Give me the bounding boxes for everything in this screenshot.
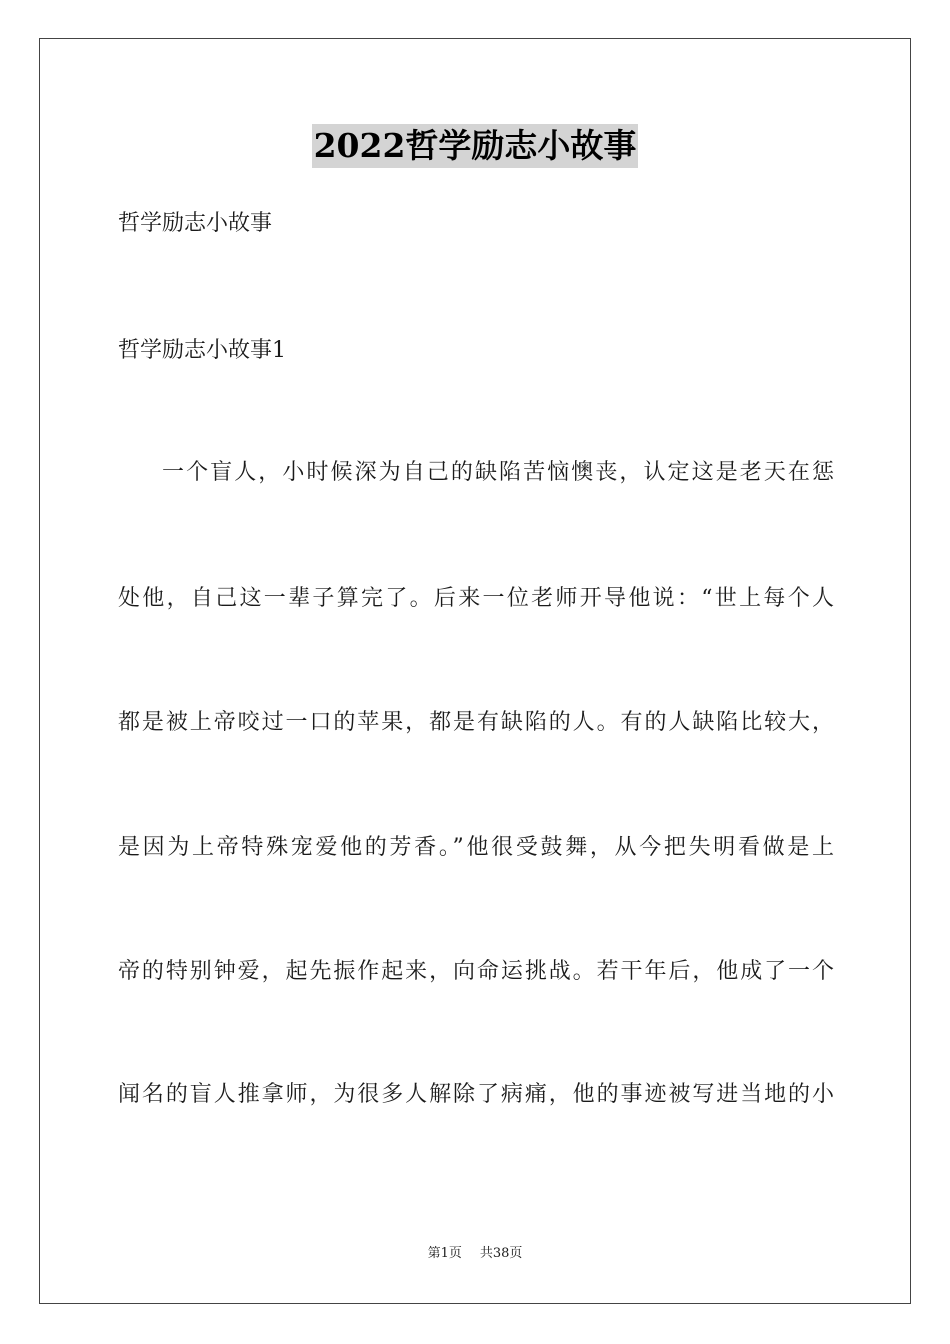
paragraph-line: 闻名的盲人推拿师，为很多人解除了病痛，他的事迹被写进当地的小 [118, 1082, 834, 1107]
paragraph-line: 一个盲人，小时候深为自己的缺陷苦恼懊丧，认定这是老天在惩 [162, 460, 834, 485]
title-container [0, 124, 950, 168]
document-title: 2022哲学励志小故事 [312, 124, 639, 168]
page-number: 第1页 [427, 1246, 462, 1261]
paragraph-line: 是因为上帝特殊宠爱他的芳香。”他很受鼓舞，从今把失明看做是上 [118, 835, 834, 860]
document-subtitle: 哲学励志小故事 [118, 211, 273, 236]
paragraph-line: 处他，自己这一辈子算完了。后来一位老师开导他说：“世上每个人 [118, 586, 834, 611]
page-total: 共38页 [479, 1246, 523, 1261]
paragraph-line: 都是被上帝咬过一口的苹果，都是有缺陷的人。有的人缺陷比较大， [118, 710, 834, 735]
paragraph-line: 帝的特别钟爱，起先振作起来，向命运挑战。若干年后，他成了一个 [118, 959, 834, 984]
page-footer [0, 1245, 950, 1263]
section-heading: 哲学励志小故事1 [118, 338, 286, 363]
